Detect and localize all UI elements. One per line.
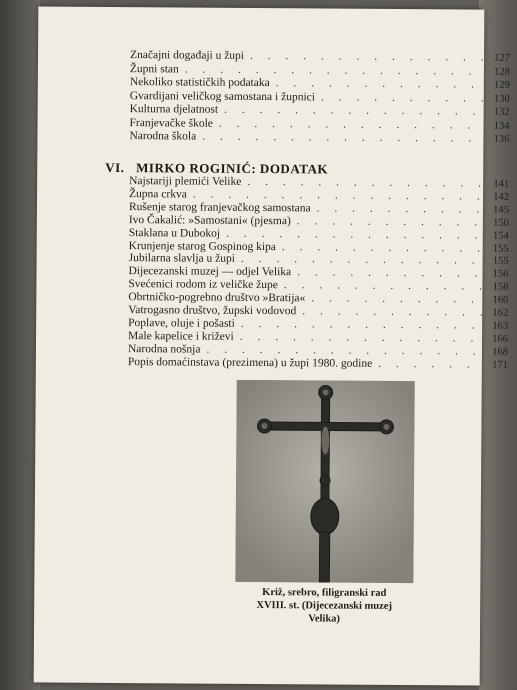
toc-entry-page: 168 — [492, 346, 509, 358]
toc-entry-page: 142 — [493, 191, 510, 203]
cross-illustration — [235, 380, 414, 583]
cross-photo — [235, 380, 414, 583]
leader-dots — [202, 131, 483, 146]
toc-entry-page: 145 — [493, 204, 509, 216]
leader-dots — [224, 104, 484, 119]
toc-entry-page: 162 — [492, 307, 509, 319]
toc-entry-title: Župna crkva — [129, 187, 187, 201]
caption-line-3: Velika) — [308, 613, 340, 625]
leader-dots — [317, 202, 483, 216]
toc-entry-title: Staklana u Dubokoj — [128, 226, 221, 240]
book-page — [34, 6, 511, 685]
toc-entry-title: Rušenje starog franjevačkog samostana — [128, 200, 311, 215]
toc-entry-title: Gvardijani veličkog samostana i župnici — [129, 89, 316, 103]
toc-entry-title: Jubilarna slavlja u župi — [128, 252, 236, 266]
toc-entry-page: 166 — [492, 333, 509, 345]
section-number: VI. — [105, 159, 125, 176]
toc-entry-title: Kulturna djelatnost — [129, 103, 219, 116]
toc-entry-title: Male kapelice i križevi — [128, 329, 234, 343]
toc-entry-page: 158 — [492, 281, 509, 293]
toc-entry-page: 127 — [494, 52, 511, 64]
toc-entry-title: Svećenici rodom iz veličke župe — [128, 278, 278, 292]
toc-entry-page: 155 — [492, 243, 509, 255]
leader-dots — [321, 91, 484, 105]
caption-line-2: XVIII. st. (Dijecezanski muzej — [256, 599, 393, 612]
toc-entry-title: Poplave, oluje i pošasti — [128, 316, 235, 330]
toc-entry-page: 155 — [492, 256, 509, 268]
toc-entry-page: 132 — [493, 106, 510, 118]
toc-list-section — [127, 175, 510, 371]
toc-entry-title: Ivo Čakalić: »Samostani« (pjesma) — [128, 213, 291, 227]
toc-list-top — [129, 49, 511, 145]
toc-entry-title: Krunjenje starog Gospinog kipa — [128, 239, 276, 253]
toc-entry-title: Značajni događaji u župi — [129, 49, 245, 62]
photo-caption — [214, 586, 434, 627]
toc-entry-title: Franjevačke škole — [129, 116, 213, 130]
leader-dots — [276, 77, 484, 91]
toc-entry-title: Najstariji plemići Velike — [129, 175, 242, 188]
toc-entry-title: Župni stan — [129, 62, 179, 75]
toc-entry-title: Obrtničko-pogrebno društvo »Bratija« — [128, 291, 306, 305]
leader-dots — [250, 50, 484, 65]
toc-entry-page: 136 — [493, 133, 510, 145]
toc-entry-page: 141 — [493, 178, 510, 190]
toc-entry-title: Dijecezanski muzej — odjel Velika — [128, 265, 292, 279]
toc-entry-title: Nekoliko statističkih podataka — [129, 76, 270, 90]
toc-entry — [129, 130, 509, 146]
caption-line-1: Križ, srebro, filigranski rad — [262, 587, 387, 599]
toc-entry-title: Narodna škola — [129, 130, 197, 143]
leader-dots — [378, 357, 482, 371]
toc-entry-page: 128 — [494, 66, 510, 78]
toc-entry-page: 150 — [493, 217, 509, 229]
toc-entry-page: 134 — [493, 120, 510, 132]
toc-entry-title: Popis domaćinstava (prezimena) u župi 1980. godine — [127, 355, 373, 370]
toc-entry-title: Vatrogasno društvo, župski vodovod — [128, 304, 297, 318]
toc-entry-page: 129 — [494, 79, 510, 91]
toc-entry — [128, 356, 508, 372]
toc-entry-page: 154 — [492, 230, 509, 242]
section-title: MIRKO ROGINIĆ: DODATAK — [136, 160, 329, 177]
leader-dots — [219, 117, 484, 132]
toc-entry-page: 171 — [492, 359, 508, 371]
toc-entry-page: 160 — [492, 294, 509, 306]
toc-entry-page: 130 — [493, 93, 510, 105]
leader-dots — [311, 292, 482, 306]
toc-entry-page: 163 — [492, 320, 509, 332]
toc-entry-title: Narodna nošnja — [127, 342, 201, 356]
toc-entry-page: 156 — [492, 268, 509, 281]
